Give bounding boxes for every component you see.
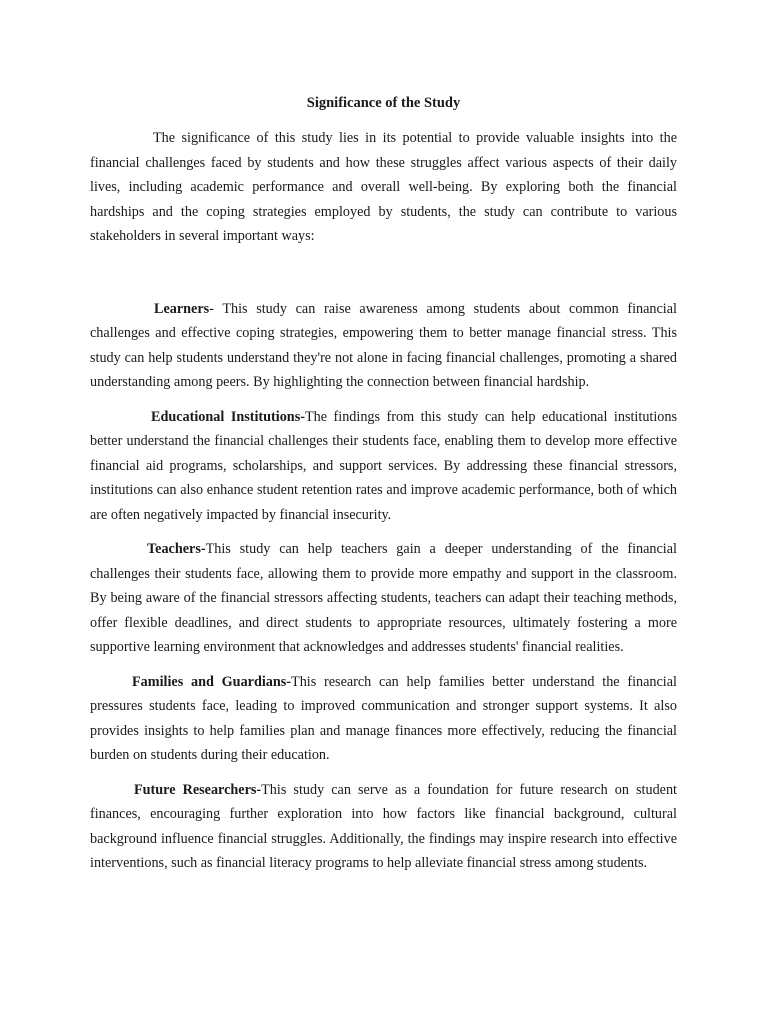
section-term: Future Researchers- [134,781,262,798]
section-text: This research can help families better understand the financial pressures students face, leading to improved communication and stronger support systems. It also provides insights to help families plan and manage finances more effectively, reducing the financial burden on students during their education. [90,673,677,763]
section-families-and-guardians [90,670,677,768]
section-term: Families and Guardians- [132,673,292,690]
section-term: Educational Institutions- [151,408,305,425]
section-text: This study can help teachers gain a deeper understanding of the financial challenges their students face, allowing them to provide more empathy and support in the classroom. By being aware of the financial stressors affecting students, teachers can adapt their teaching methods, offer flexible deadlines, and direct students to appropriate resources, ultimately fostering a more supportive learning environment that acknowledges and addresses students' financial realities. [90,541,677,655]
section-term: Learners [154,300,210,317]
section-teachers [90,537,677,660]
section-separator: - [209,300,223,317]
document-page [90,92,677,886]
section-future-researchers [90,778,677,876]
document-title: Significance of the Study [306,95,461,111]
section-educational-institutions [90,405,677,528]
section-text: The findings from this study can help educational institutions better understand the financial challenges their students face, enabling them to develop more effective financial aid programs, scholarships, and support services. By addressing these financial stressors, institutions can also enhance student retention rates and improve academic performance, both of which are often negatively impacted by financial insecurity. [90,408,678,523]
section-learners [90,297,677,395]
intro-paragraph: The significance of this study lies in its potential to provide valuable insights into the financial challenges faced by students and how these struggles affect various aspects of their daily lives, including academic performance and overall well-being. By exploring both the financial hardships and the coping strategies employed by students, the study can contribute to various stakeholders in several important ways: [90,130,677,244]
section-text: This study can raise awareness among students about common financial challenges and effective coping strategies, empowering them to better manage financial stress. This study can help students understand they're not alone in facing financial challenges, promoting a shared understanding among peers. By highlighting the connection between financial hardship. [90,300,677,390]
section-term: Teachers- [147,541,206,557]
section-text: This study can serve as a foundation for future research on student finances, encouraging further exploration into how factors like financial background, cultural background influence financial struggles. Additionally, the findings may inspire research into effective interventions, such as financial literacy programs to help alleviate financial stress among students. [90,781,677,871]
